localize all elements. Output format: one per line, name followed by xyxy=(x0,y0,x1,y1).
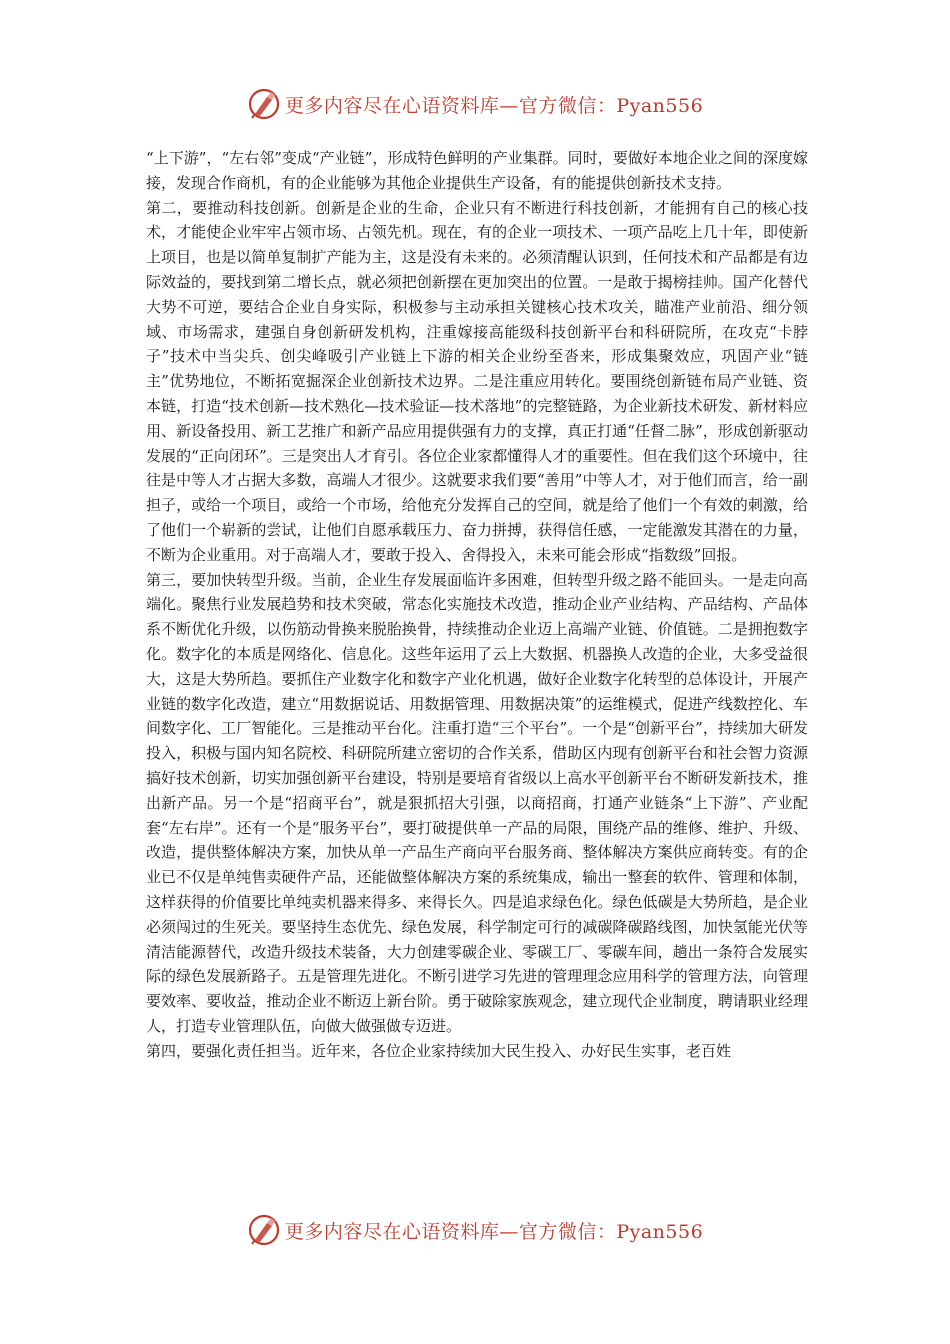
pen-nib-circle-icon xyxy=(247,87,281,121)
pen-nib-circle-icon xyxy=(247,1213,281,1247)
document-body xyxy=(146,146,808,1063)
paragraph: 第四，要强化责任担当。近年来，各位企业家持续加大民生投入、办好民生实事，老百姓 xyxy=(146,1041,732,1060)
paragraph: 第二，要推动科技创新。创新是企业的生命，企业只有不断进行科技创新，才能拥有自己的核心技术，才能使企业牢牢占领市场、占领先机。现在，有的企业一项技术、一项产品吃上几十年，即使新上项目，也是以简单复制扩产能为主，这是没有未来的。必须清醒认识到，任何技术和产品都是有边际效益的，要找到第二增长点，就必须把创新摆在更加突出的位置。一是敢于揭榜挂帅。国产化替代大势不可逆，要结合企业自身实际，积极参与主动承担关键核心技术攻关，瞄准产业前沿、细分领域、市场需求，建强自身创新研发机构，注重嫁接高能级科技创新平台和科研院所，在攻克“卡脖子”技术中当尖兵、创尖峰吸引产业链上下游的相关企业纷至沓来，形成集聚效应，巩固产业“链主”优势地位，不断拓宽掘深企业创新技术边界。二是注重应用转化。要围绕创新链布局产业链、资本链，打造“技术创新—技术熟化—技术验证—技术落地”的完整链路，为企业新技术研发、新材料应用、新设备投用、新工艺推广和新产品应用提供强有力的支撑，真正打通“任督二脉”，形成创新驱动发展的“正向闭环”。三是突出人才育引。各位企业家都懂得人才的重要性。但在我们这个环境中，往往是中等人才占据大多数，高端人才很少。这就要求我们要“善用”中等人才，对于他们而言，给一副担子，或给一个项目，或给一个市场，给他充分发挥自己的空间，就是给了他们一个有效的刺激，给了他们一个崭新的尝试，让他们自愿承载压力、奋力拼搏，获得信任感，一定能激发其潜在的力量，不断为企业重用。对于高端人才，要敢于投入、舍得投入，未来可能会形成“指数级”回报。 xyxy=(146,198,808,564)
banner-text: 更多内容尽在心语资料库—官方微信：Pyan556 xyxy=(284,1220,704,1243)
footer-banner xyxy=(0,1210,950,1250)
banner-text: 更多内容尽在心语资料库—官方微信：Pyan556 xyxy=(284,94,704,117)
paragraph: “上下游”，“左右邻”变成“产业链”，形成特色鲜明的产业集群。同时，要做好本地企业之间的深度嫁接，发现合作商机，有的企业能够为其他企业提供生产设备，有的能提供创新技术支持。 xyxy=(146,149,808,192)
header-banner xyxy=(0,84,950,124)
paragraph: 第三，要加快转型升级。当前，企业生存发展面临许多困难，但转型升级之路不能回头。一是走向高端化。聚焦行业发展趋势和技术突破，常态化实施技术改造，推动企业产业结构、产品结构、产品体系不断优化升级，以伤筋动骨换来脱胎换骨，持续推动企业迈上高端产业链、价值链。二是拥抱数字化。数字化的本质是网络化、信息化。这些年运用了云上大数据、机器换人改造的企业，大多受益很大，这是大势所趋。要抓住产业数字化和数字产业化机遇，做好企业数字化转型的总体设计，开展产业链的数字化改造，建立“用数据说话、用数据管理、用数据决策”的运维模式，促进产线数控化、车间数字化、工厂智能化。三是推动平台化。注重打造“三个平台”。一个是“创新平台”，持续加大研发投入，积极与国内知名院校、科研院所建立密切的合作关系，借助区内现有创新平台和社会智力资源搞好技术创新，切实加强创新平台建设，特别是要培育省级以上高水平创新平台不断研发新技术，推出新产品。另一个是“招商平台”，就是狠抓招大引强，以商招商，打通产业链条“上下游”、产业配套“左右岸”。还有一个是“服务平台”，要打破提供单一产品的局限，围绕产品的维修、维护、升级、改造，提供整体解决方案，加快从单一产品生产商向平台服务商、整体解决方案供应商转变。有的企业已不仅是单纯售卖硬件产品，还能做整体解决方案的系统集成，输出一整套的软件、管理和体制，这样获得的价值要比单纯卖机器来得多、来得长久。四是追求绿色化。绿色低碳是大势所趋，是企业必须闯过的生死关。要坚持生态优先、绿色发展，科学制定可行的减碳降碳路线图，加快氢能光伏等清洁能源替代，改造升级技术装备，大力创建零碳企业、零碳工厂、零碳车间，趟出一条符合发展实际的绿色发展新路子。五是管理先进化。不断引进学习先进的管理理念应用科学的管理方法，向管理要效率、要收益，推动企业不断迈上新台阶。勇于破除家族观念，建立现代企业制度，聘请职业经理人，打造专业管理队伍，向做大做强做专迈进。 xyxy=(146,570,808,1035)
